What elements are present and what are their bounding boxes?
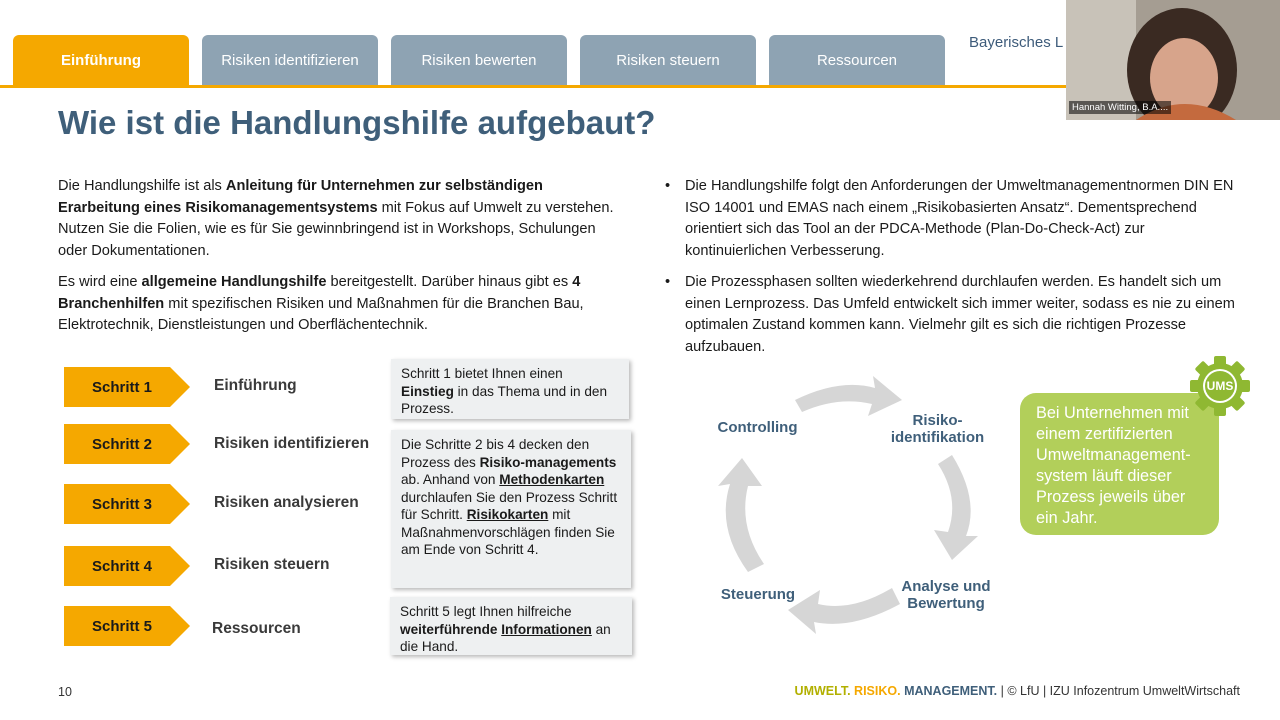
cycle-label-controlling: Controlling xyxy=(717,419,798,436)
step-4-chevron[interactable]: Schritt 4 xyxy=(64,546,190,586)
cycle-label-risikoidentifikation: Risiko- identifikation xyxy=(890,412,985,446)
tab-ressourcen[interactable]: Ressourcen xyxy=(769,35,945,85)
step-3-name: Risiken analysieren xyxy=(214,494,359,511)
cycle-arrows xyxy=(690,360,1010,660)
slide-title: Wie ist die Handlungshilfe aufgebaut? xyxy=(58,104,656,141)
step-4-name: Risiken steuern xyxy=(214,556,330,573)
ums-info-box: Bei Unternehmen mit einem zertifizierten Umweltmanagement-system läuft dieser Prozess jeweils über ein Jahr. xyxy=(1020,393,1219,535)
cycle-arrow-top xyxy=(795,376,902,416)
step-1-chevron[interactable]: Schritt 1 xyxy=(64,367,190,407)
steps-2-4-description-box: Die Schritte 2 bis 4 decken den Prozess des Risiko-managements ab. Anhand von Methodenkarten durchlaufen Sie den Prozess Schritt für Schritt. Risikokarten mit Maßnahmenvorschlägen finden Sie am Ende von Schritt 4. xyxy=(391,430,631,588)
intro-paragraph-2: Es wird eine allgemeine Handlungshilfe bereitgestellt. Darüber hinaus gibt es 4 Branchenhilfen mit spezifischen Risiken und Maßnahmen für die Branchen Bau, Elektrotechnik, Dienstleistungen und Oberflächentechnik. xyxy=(58,274,584,333)
ums-gear-label: UMS xyxy=(1206,379,1234,393)
tab-einfuehrung[interactable]: Einführung xyxy=(13,35,189,85)
step-2-name: Risiken identifizieren xyxy=(214,435,370,452)
step-5-description-box: Schritt 5 legt Ihnen hilfreiche weiterführende Informationen an die Hand. xyxy=(390,597,632,655)
bullet-item: • Die Handlungshilfe folgt den Anforderungen der Umweltmanagementnormen DIN EN ISO 14001 und EMAS nach einem „Risikobasierten Ansatz“. Dementsprechend orientiert sich das Tool an der PDCA-Methode (Plan-Do-Check-Act) zur kontinuierlichen Verbesserung. xyxy=(665,178,1234,259)
ums-gear-icon xyxy=(1189,355,1251,417)
intro-paragraph-1: Die Handlungshilfe ist als Anleitung für Unternehmen zur selbständigen Erarbeitung eines Risikomanagementsystems mit Fokus auf Umwelt zu verstehen. Nutzen Sie die Folien, wie es für Sie gewinnbringend ist in Workshops, Schulungen oder Dokumentationen. xyxy=(58,178,614,259)
cycle-label-steuerung: Steuerung xyxy=(720,586,796,603)
tab-risiken-steuern[interactable]: Risiken steuern xyxy=(580,35,756,85)
cycle-arrow-right xyxy=(934,455,978,560)
participant-name: Hannah Witting, B.A.... xyxy=(1069,101,1171,114)
step-1-description-box: Schritt 1 bietet Ihnen einen Einstieg in das Thema und in den Prozess. xyxy=(391,359,629,419)
cycle-arrow-bottom xyxy=(788,588,900,634)
organization-name: Bayerisches L xyxy=(969,34,1064,51)
step-1-name: Einführung xyxy=(214,377,297,394)
bullet-item: • Die Prozessphasen sollten wiederkehrend durchlaufen werden. Es handelt sich um einen Lernprozess. Das Umfeld entwickelt sich immer weiter, sodass es nie zu einem optimalen Zustand kommen kann. Vielmehr gilt es sich die richtigen Prozesse aufzubauen. xyxy=(665,274,1235,355)
cycle-arrow-left xyxy=(718,458,764,572)
cycle-label-analyse-bewertung: Analyse und Bewertung xyxy=(901,578,991,612)
step-2-chevron[interactable]: Schritt 2 xyxy=(64,424,190,464)
tab-risiken-identifizieren[interactable]: Risiken identifizieren xyxy=(202,35,378,85)
page-number: 10 xyxy=(58,685,72,699)
footer-branding: UMWELT. RISIKO. MANAGEMENT. | © LfU | IZU Infozentrum UmweltWirtschaft xyxy=(794,684,1240,698)
step-5-name: Ressourcen xyxy=(212,620,301,637)
step-5-chevron[interactable]: Schritt 5 xyxy=(64,606,190,646)
step-3-chevron[interactable]: Schritt 3 xyxy=(64,484,190,524)
tab-risiken-bewerten[interactable]: Risiken bewerten xyxy=(391,35,567,85)
